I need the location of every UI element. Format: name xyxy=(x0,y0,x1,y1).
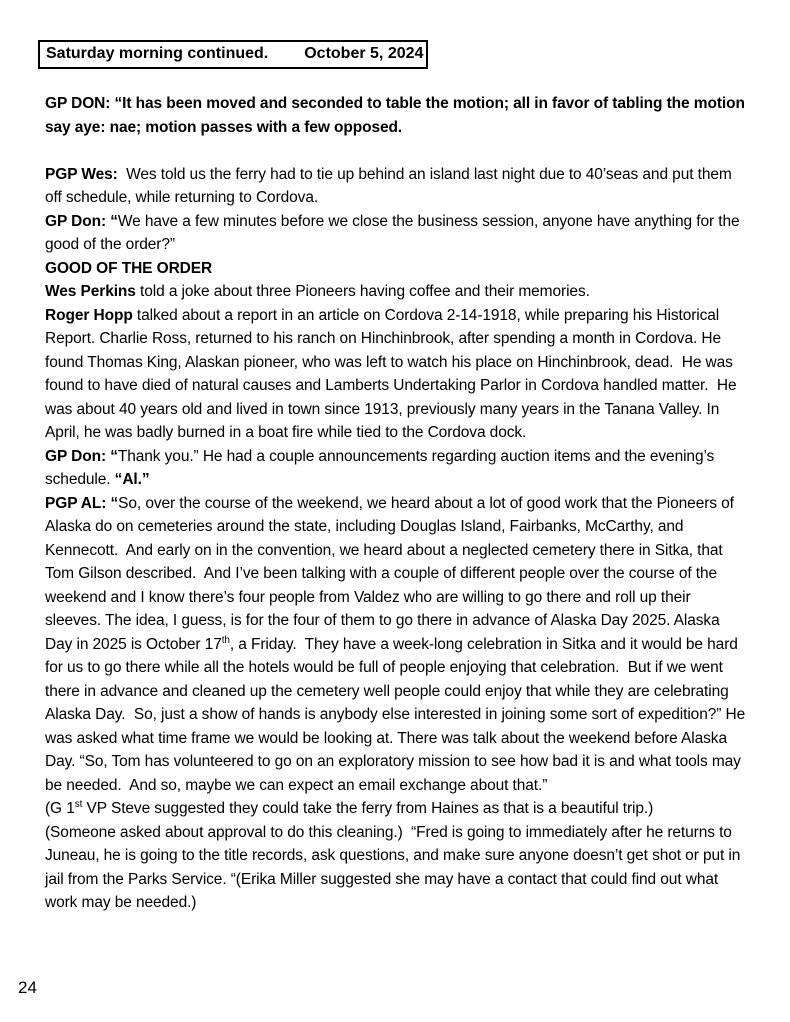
text-run: , a Friday. They have a week-long celebration in Sitka and it would be hard for us to go there while all the hotels would be full of people enjoying that celebration. But if we went there in advance and cleaned up the cemetery well people could enjoy that while they are celebrating Alaska Day. So, just a show of hands is anybody else interested in joining some sort of expedition?” He was asked what time frame we would be looking at. There was talk about the weekend before Alaska Day. “So, Tom has volunteered to go on an exploratory mission to see how bad it is and what tools may be needed. And so, maybe we can expect an email exchange about that.” xyxy=(45,635,750,794)
paragraph-5 xyxy=(45,280,749,304)
text-run: GOOD OF THE ORDER xyxy=(45,259,213,277)
paragraph-10 xyxy=(45,821,749,915)
document-body xyxy=(45,92,749,915)
text-run: GP Don: “ xyxy=(45,447,118,465)
text-run: PGP Wes: xyxy=(45,165,118,183)
text-run: st xyxy=(74,798,83,810)
paragraph-3 xyxy=(45,210,749,257)
text-run: “Al.” xyxy=(114,471,150,488)
paragraph-4 xyxy=(45,257,749,281)
text-run: Roger Hopp xyxy=(45,306,133,324)
text-run: told a joke about three Pioneers having coffee and their memories. xyxy=(135,283,590,300)
text-run: (G 1 xyxy=(45,800,75,817)
text-run: We have a few minutes before we close the business session, anyone have anything for the good of the order?” xyxy=(45,212,744,253)
blank-line xyxy=(45,139,749,163)
session-header-box xyxy=(38,40,428,69)
paragraph-6 xyxy=(45,304,749,445)
paragraph-8 xyxy=(45,492,749,798)
text-run: Wes Perkins xyxy=(45,283,136,300)
text-run: GP DON: “It has been moved and seconded to table the motion; all in favor of tabling the motion say aye: nae; motion passes with a few opposed. xyxy=(45,95,750,136)
text-run: Wes told us the ferry had to tie up behind an island last night due to 40’seas and put them off schedule, while returning to Cordova. xyxy=(45,165,736,206)
paragraph-0 xyxy=(45,92,749,139)
text-run: GP Don: “ xyxy=(45,212,118,230)
paragraph-9 xyxy=(45,797,749,821)
text-run: So, over the course of the weekend, we heard about a lot of good work that the Pioneers of Alaska do on cemeteries around the state, including Douglas Island, Fairbanks, McCarthy, and Kennecott. And early on in the convention, we heard about a neglected cemetery there in Sitka, that Tom Gilson described. And I’ve been talking with a couple of different people over the course of the weekend and I know there’s four people from Valdez who are willing to go there and roll up their sleeves. The idea, I guess, is for the four of them to go there in advance of Alaska Day 2025. Alaska Day in 2025 is October 17 xyxy=(45,494,738,653)
page-number: 24 xyxy=(18,978,37,997)
paragraph-7 xyxy=(45,445,749,492)
text-run: th xyxy=(221,634,230,646)
text-run: VP Steve suggested they could take the ferry from Haines as that is a beautiful trip.) xyxy=(82,800,654,817)
text-run: talked about a report in an article on Cordova 2-14-1918, while preparing his Historical Report. Charlie Ross, returned to his ranch on Hinchinbrook, after spending a month in Cordova. He found Thomas King, Alaskan pioneer, who was left to watch his place on Hinchinbrook, dead. He was found to have died of natural causes and Lamberts Undertaking Parlor in Cordova handled matter. He was about 40 years old and lived in town since 1913, previously many years in the Tanana Valley. In April, he was badly burned in a boat fire while tied to the Cordova dock. xyxy=(45,306,741,441)
session-date: October 5, 2024 xyxy=(304,45,424,62)
session-title: Saturday morning continued. xyxy=(46,45,269,62)
paragraph-2 xyxy=(45,163,749,210)
text-run: Thank you.” He had a couple announcements regarding auction items and the evening’s schedule. xyxy=(45,447,719,488)
text-run: PGP AL: “ xyxy=(45,494,119,512)
text-run: (Someone asked about approval to do this cleaning.) “Fred is going to immediately after he returns to Juneau, he is going to the title records, ask questions, and make sure anyone doesn’t get shot or put in jail from the Parks Service. “(Erika Miller suggested she may have a contact that could find out what work may be needed.) xyxy=(45,823,745,911)
